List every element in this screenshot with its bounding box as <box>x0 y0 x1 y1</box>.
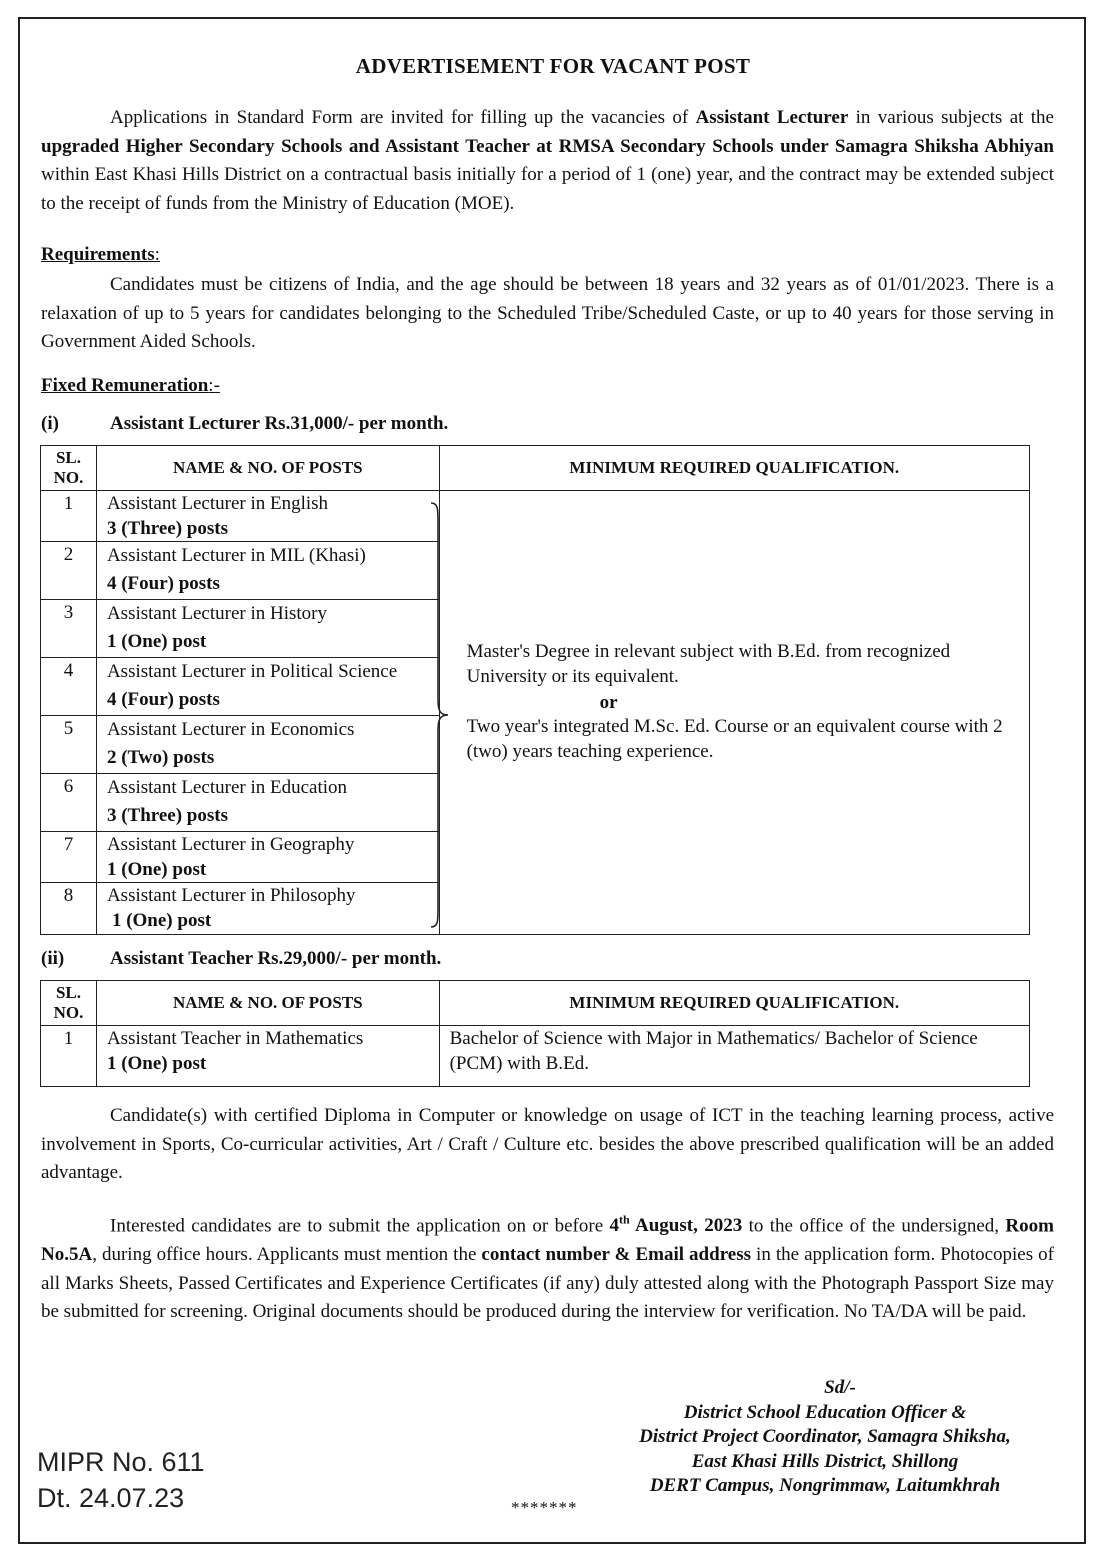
lecturer-table-header <box>41 446 1030 491</box>
post-name: Assistant Lecturer in Education <box>106 777 348 798</box>
qualification-or: or <box>599 692 618 713</box>
deadline-month-year: August, 2023 <box>629 1215 743 1237</box>
lecturer-posts-table <box>40 445 1030 935</box>
intro-bold-schools: upgraded Higher Secondary Schools and Assistant Teacher at RMSA Secondary Schools under Samagra Shiksha Abhiyan <box>41 135 1054 157</box>
signature-line-2: District Project Coordinator, Samagra Shiksha, <box>639 1426 1011 1447</box>
signature-line-1: District School Education Officer & <box>683 1401 967 1423</box>
row-post <box>96 883 439 935</box>
contact-requirement: contact number & Email address <box>481 1243 752 1265</box>
col-qualification: MINIMUM REQUIRED QUALIFICATION. <box>439 446 1029 491</box>
room-number: Room No.5A <box>41 1215 1054 1265</box>
row-sl: 2 <box>41 542 97 600</box>
intro-text-2: in various subjects at the <box>848 107 1054 128</box>
col-sl-no: SL. NO. <box>41 446 97 491</box>
qualification-option-a: Master's Degree in relevant subject with B.Ed. from recognized University or its equivalent. <box>466 641 951 687</box>
mipr-number: MIPR No. 611 <box>37 1447 205 1477</box>
teacher-posts-table <box>40 980 1030 1087</box>
requirements-heading-colon: : <box>154 244 160 265</box>
curly-brace-icon <box>428 501 452 929</box>
post-count: 1 (One) post <box>106 631 207 652</box>
submit-text-4: in the application form. Photocopies of all Marks Sheets, Passed Certificates and Experience Certificates (if any) duly attested along with the Photograph Passport Size may be submitted for screening. Original documents should be produced during the interview for verification. No TA/DA will be paid. <box>41 1243 1054 1323</box>
intro-bold-post: Assistant Lecturer <box>695 107 849 128</box>
advantage-paragraph <box>41 1102 1054 1188</box>
row-sl: 1 <box>41 1026 97 1087</box>
post-name: Assistant Lecturer in Philosophy <box>106 885 356 906</box>
col-sl-no: SL. NO. <box>41 981 97 1026</box>
post-name: Assistant Lecturer in English <box>106 493 329 514</box>
post-name: Assistant Lecturer in Economics <box>106 719 355 740</box>
row-post <box>96 716 439 774</box>
section1-title: Assistant Lecturer Rs.31,000/- per month. <box>110 413 449 434</box>
submit-text-3: , during office hours. Applicants must mention the <box>92 1243 482 1265</box>
remuneration-heading <box>41 375 220 397</box>
requirements-paragraph <box>41 271 1054 357</box>
submit-text-1: Interested candidates are to submit the application on or before <box>110 1215 610 1237</box>
row-post <box>96 832 439 883</box>
row-post <box>96 491 439 542</box>
col-qualification: MINIMUM REQUIRED QUALIFICATION. <box>439 981 1029 1026</box>
post-count: 4 (Four) posts <box>106 689 220 710</box>
table-row <box>41 491 1030 542</box>
post-count: 4 (Four) posts <box>106 573 220 594</box>
signature-line-4: DERT Campus, Nongrimmaw, Laitumkhrah <box>649 1475 1001 1496</box>
remuneration-heading-text: Fixed Remuneration <box>41 375 209 396</box>
submission-paragraph <box>41 1206 1054 1327</box>
deadline-day: 4 <box>609 1215 619 1237</box>
section2-title: Assistant Teacher Rs.29,000/- per month. <box>110 948 442 969</box>
intro-paragraph <box>41 104 1054 218</box>
teacher-table-header <box>41 981 1030 1026</box>
requirements-text: Candidates must be citizens of India, and the age should be between 18 years and 32 years as of 01/01/2023. There is a relaxation of up to 5 years for candidates belonging to the Scheduled Tribe/Scheduled Caste, or up to 40 years for those serving in Government Aided Schools. <box>41 274 1054 353</box>
intro-text-1: Applications in Standard Form are invited for filling up the vacancies of <box>110 107 696 128</box>
row-post <box>96 774 439 832</box>
row-sl: 7 <box>41 832 97 883</box>
post-count: 3 (Three) posts <box>106 805 228 826</box>
lecturer-qualification-cell <box>439 491 1029 935</box>
col-name-posts: NAME & NO. OF POSTS <box>96 446 439 491</box>
col-name-posts: NAME & NO. OF POSTS <box>96 981 439 1026</box>
closing-stars: ******* <box>511 1498 578 1517</box>
requirements-heading <box>41 244 160 266</box>
row-sl: 8 <box>41 883 97 935</box>
row-sl: 6 <box>41 774 97 832</box>
post-count: 1 (One) post <box>106 1053 207 1074</box>
teacher-qualification: Bachelor of Science with Major in Mathematics/ Bachelor of Science (PCM) with B.Ed. <box>439 1026 1029 1087</box>
row-post <box>96 542 439 600</box>
requirements-heading-text: Requirements <box>41 244 155 265</box>
page-title: ADVERTISEMENT FOR VACANT POST <box>355 54 751 78</box>
deadline-suffix: th <box>619 1213 630 1227</box>
mipr-block <box>37 1444 205 1516</box>
post-name: Assistant Lecturer in Political Science <box>106 661 398 682</box>
advantage-text: Candidate(s) with certified Diploma in Computer or knowledge on usage of ICT in the teaching learning process, active involvement in Sports, Co-curricular activities, Art / Craft / Culture etc. besides the above prescribed qualification will be an added advantage. <box>41 1105 1054 1184</box>
submit-text-2: to the office of the undersigned, <box>742 1215 1006 1237</box>
post-name: Assistant Lecturer in Geography <box>106 834 355 855</box>
qualification-option-b: Two year's integrated M.Sc. Ed. Course or an equivalent course with 2 (two) years teaching experience. <box>466 716 1003 762</box>
row-sl: 4 <box>41 658 97 716</box>
mipr-date: Dt. 24.07.23 <box>37 1483 185 1513</box>
table-row <box>41 1026 1030 1087</box>
remuneration-heading-suffix: :- <box>208 375 220 396</box>
post-name: Assistant Lecturer in MIL (Khasi) <box>106 545 366 566</box>
row-post <box>96 1026 439 1087</box>
post-name: Assistant Teacher in Mathematics <box>106 1028 364 1049</box>
post-count: 3 (Three) posts <box>106 518 228 539</box>
row-sl: 3 <box>41 600 97 658</box>
post-name: Assistant Lecturer in History <box>106 603 327 624</box>
signature-sd: Sd/- <box>824 1377 856 1398</box>
row-sl: 1 <box>41 491 97 542</box>
signature-line-3: East Khasi Hills District, Shillong <box>691 1450 959 1472</box>
post-count: 1 (One) post <box>111 910 212 931</box>
intro-text-3: within East Khasi Hills District on a contractual basis initially for a period of 1 (one) year, and the contract may be extended subject to the receipt of funds from the Ministry of Education (MOE). <box>41 164 1054 214</box>
post-count: 2 (Two) posts <box>106 747 215 768</box>
row-post <box>96 658 439 716</box>
signature-block <box>590 1376 1060 1499</box>
post-count: 1 (One) post <box>106 859 207 880</box>
row-sl: 5 <box>41 716 97 774</box>
deadline-date <box>610 1215 743 1236</box>
section2-number: (ii) <box>41 948 65 969</box>
row-post <box>96 600 439 658</box>
section1-number: (i) <box>41 413 59 434</box>
